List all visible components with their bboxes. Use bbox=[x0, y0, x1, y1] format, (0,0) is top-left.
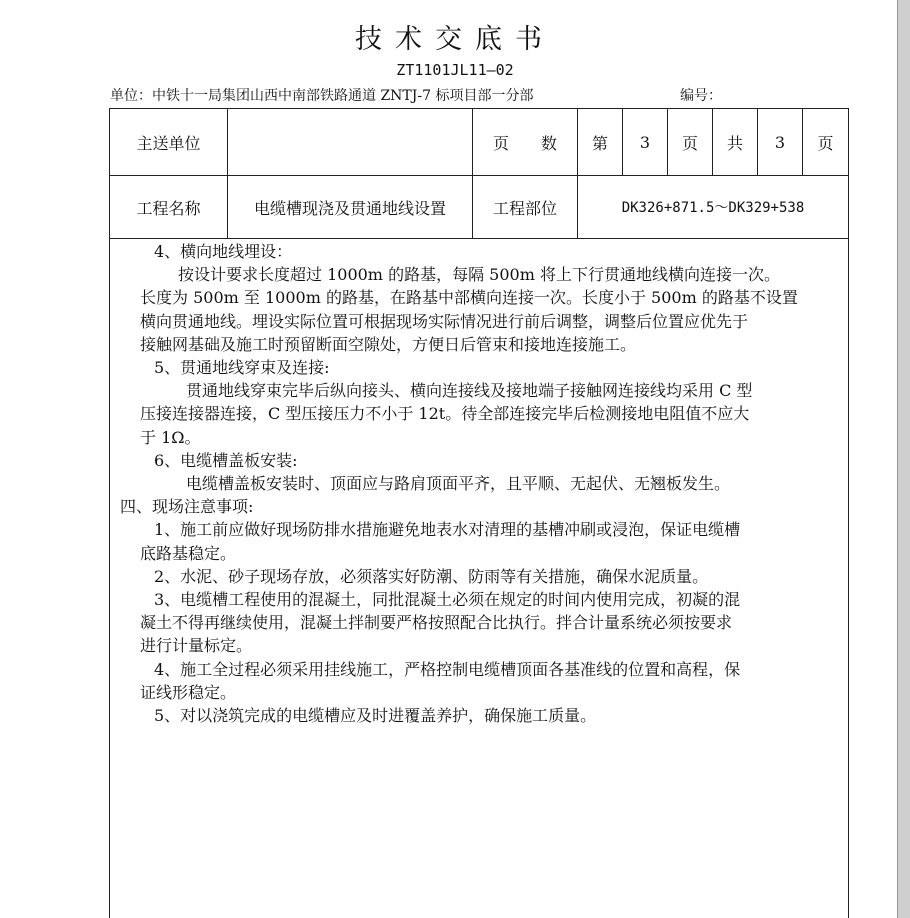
recipient-label: 主送单位 bbox=[136, 133, 201, 153]
project-name-value: 电缆槽现浇及贯通地线设置 bbox=[253, 198, 446, 218]
number-label: 编号： bbox=[680, 88, 722, 104]
note-2: 2、水泥、砂子现场存放，必须落实好防潮、防雨等有关措施，确保水泥质量。 bbox=[154, 566, 709, 586]
section-4-heading: 4、横向地线埋设： bbox=[154, 242, 293, 261]
note-1-line-2: 底路基稳定。 bbox=[140, 543, 237, 563]
note-4-line-2: 证线形稳定。 bbox=[140, 682, 237, 702]
page-di: 第 bbox=[591, 133, 608, 153]
page-ye: 页 bbox=[681, 133, 698, 153]
note-3-line-3: 进行计量标定。 bbox=[140, 636, 253, 656]
section-4-line-2: 长度为 500m 至 1000m 的路基，在路基中部横向连接一次。长度小于 500m 的路基不设置 bbox=[140, 288, 798, 308]
section-5-heading: 5、贯通地线穿束及连接: bbox=[154, 358, 330, 378]
project-part-value: DK326+871.5～DK329+538 bbox=[621, 200, 805, 216]
note-3-line-2: 凝土不得再继续使用，混凝土拌制要严格按照配合比执行。拌合计量系统必须按要求 bbox=[140, 613, 733, 633]
section-5-line-1: 贯通地线穿束完毕后纵向接头、横向连接线及接地端子接触网连接线均采用 C 型 bbox=[186, 381, 753, 401]
section-6-heading: 6、电缆槽盖板安装: bbox=[154, 450, 298, 470]
note-4-line-1: 4、施工全过程必须采用挂线施工，严格控制电缆槽顶面各基准线的位置和高程，保 bbox=[154, 659, 741, 679]
table-border-right bbox=[848, 108, 849, 918]
section-4-line-1: 按设计要求长度超过 1000m 的路基，每隔 500m 将上下行贯通地线横向连接一次。 bbox=[178, 265, 780, 285]
section-5-line-2: 压接连接器连接，C 型压接压力不小于 12t。待全部连接完毕后检测接地电阻值不应大 bbox=[140, 404, 750, 424]
page-count-label: 页 数 bbox=[492, 133, 557, 153]
note-5: 5、对以浇筑完成的电缆槽应及时进覆盖养护，确保施工质量。 bbox=[154, 706, 597, 726]
unit-line: 单位：中铁十一局集团山西中南部铁路通道 ZNTJ-7 标项目部一分部 bbox=[110, 88, 534, 104]
table-header-bottom bbox=[109, 238, 849, 239]
note-1-line-1: 1、施工前应做好现场防排水措施避免地表水对清理的基槽冲刷或浸泡，保证电缆槽 bbox=[154, 520, 741, 540]
page-total: 3 bbox=[774, 132, 786, 152]
page-edge-shadow bbox=[898, 0, 910, 918]
section-5-line-3: 于 1Ω。 bbox=[140, 427, 201, 447]
section-4-line-4: 接触网基础及施工时预留断面空隙处，方便日后管束和接地连接施工。 bbox=[140, 334, 637, 354]
section-4-line-3: 横向贯通地线。埋设实际位置可根据现场实际情况进行前后调整，调整后位置应优先于 bbox=[140, 311, 749, 331]
section-6-line-1: 电缆槽盖板安装时、顶面应与路肩顶面平齐，且平顺、无起伏、无翘板发生。 bbox=[186, 474, 731, 494]
notes-heading: 四、现场注意事项: bbox=[120, 497, 254, 517]
document-title: 技术交底书 bbox=[355, 24, 555, 55]
note-3-line-1: 3、电缆槽工程使用的混凝土，同批混凝土必须在规定的时间内使用完成，初凝的混 bbox=[154, 590, 741, 610]
project-part-label: 工程部位 bbox=[492, 198, 557, 218]
project-name-label: 工程名称 bbox=[136, 198, 201, 218]
page-number: 3 bbox=[639, 132, 651, 152]
disclosure-content bbox=[110, 240, 848, 727]
page-gong: 共 bbox=[726, 133, 743, 153]
document-code: ZT1101JL11—02 bbox=[396, 61, 514, 79]
recipient-value bbox=[228, 109, 472, 175]
page-ye-total: 页 bbox=[817, 133, 834, 153]
